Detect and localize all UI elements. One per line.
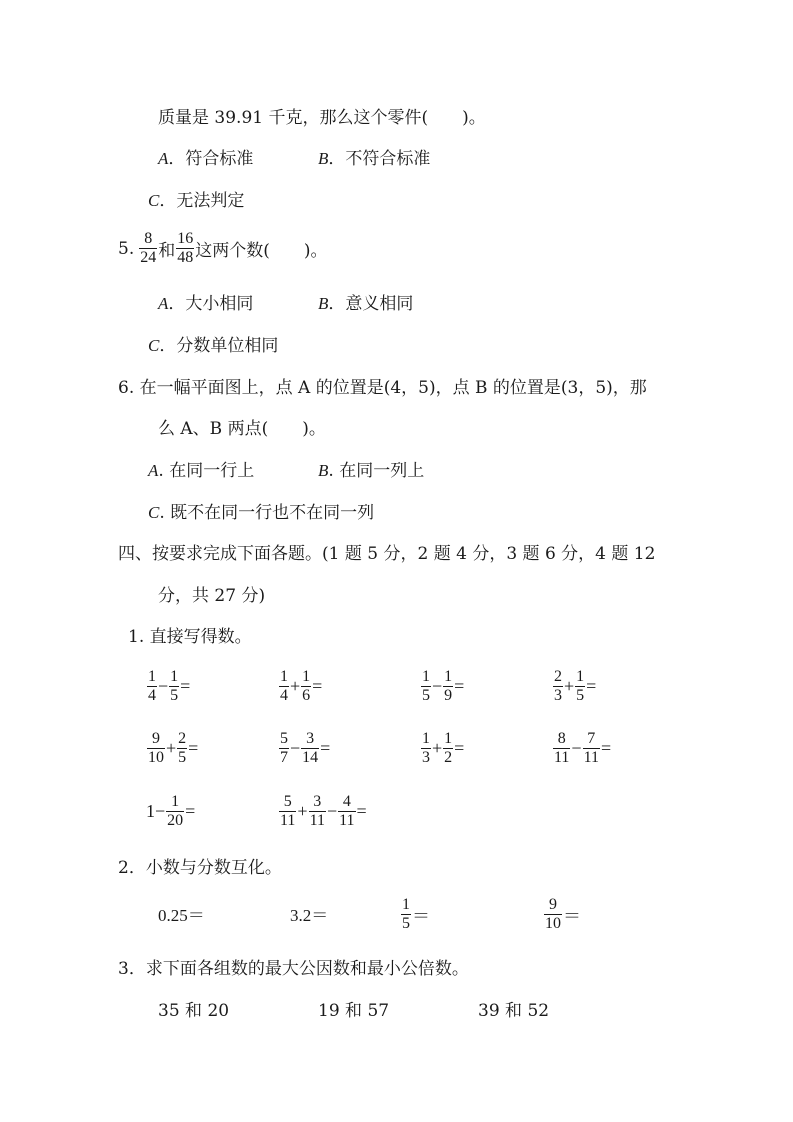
fraction: $\frac{1}{6}$ [302, 668, 311, 704]
operator: − [290, 738, 301, 758]
option-letter: A [158, 149, 169, 168]
q5-option-a [158, 293, 253, 315]
operator: + [432, 738, 443, 758]
expression-9 [146, 793, 195, 830]
equals-sign: = [312, 676, 323, 696]
fraction: $\frac{8}{11}$ [554, 730, 570, 766]
number-pair-3: 39 和 52 [478, 1001, 550, 1021]
fraction: $\frac{9}{10}$ [545, 896, 561, 932]
option-text: . 在同一行上 [158, 461, 255, 481]
fraction: $\frac{3}{11}$ [309, 793, 325, 829]
q5-option-c [148, 335, 278, 357]
equals-sign: = [454, 738, 465, 758]
q4-option-a [158, 148, 253, 170]
option-letter: A [148, 461, 159, 480]
operator: − [326, 801, 338, 821]
fraction: $\frac{4}{11}$ [339, 793, 355, 829]
fraction-item-2 [543, 896, 581, 933]
option-letter: B [318, 294, 329, 313]
expression-8 [552, 730, 611, 767]
fraction: $\frac{2}{3}$ [554, 668, 562, 704]
fraction: $\frac{1}{20}$ [167, 793, 184, 829]
operator: + [564, 676, 575, 696]
connector-text: 和 [158, 241, 176, 261]
fraction: $\frac{9}{10}$ [148, 730, 164, 766]
fraction: $\frac{7}{11}$ [583, 730, 599, 766]
equals-sign: = [320, 738, 331, 758]
q5-stem [118, 230, 328, 267]
option-letter: C [148, 191, 160, 210]
expression-4 [552, 668, 596, 705]
fraction: $\frac{3}{14}$ [302, 730, 319, 766]
equals-sign: = [356, 801, 367, 821]
expression-1 [146, 668, 190, 705]
part2-title: 2．小数与分数互化。 [118, 858, 282, 878]
expression-7 [420, 730, 464, 767]
option-letter: B [318, 149, 329, 168]
equals-sign: = [586, 676, 597, 696]
fraction: $\frac{5}{7}$ [280, 730, 288, 766]
operator: − [432, 676, 443, 696]
option-letter: C [148, 336, 160, 355]
fraction-item-1 [400, 896, 430, 933]
decimal-item-1: 0.25＝ [158, 906, 205, 925]
operator: + [166, 738, 177, 758]
fraction: $\frac{2}{5}$ [178, 730, 187, 766]
expression-10 [278, 793, 367, 830]
expression-5 [146, 730, 198, 767]
operator: − [571, 738, 582, 758]
expression-2 [278, 668, 322, 705]
part1-title: 1. 直接写得数。 [128, 627, 252, 647]
fraction: $\frac{16}{48}$ [177, 230, 194, 266]
q4-option-c [148, 190, 244, 212]
q6-option-a [148, 460, 254, 482]
option-text: ．无法判定 [159, 191, 245, 211]
fraction: $\frac{1}{2}$ [444, 730, 453, 766]
question-number: 5. [118, 238, 135, 259]
fraction: $\frac{1}{5}$ [402, 896, 410, 932]
section-heading-line2: 分，共 27 分) [158, 586, 266, 606]
number-pair-1: 35 和 20 [158, 1001, 230, 1021]
operator: − [155, 801, 166, 821]
equals-sign: = [188, 738, 199, 758]
fraction: $\frac{1}{5}$ [576, 668, 585, 704]
option-text: . 既不在同一行也不在同一列 [159, 503, 375, 523]
q6-option-c [148, 502, 374, 524]
option-text: . 在同一列上 [328, 461, 425, 481]
fraction: $\frac{1}{9}$ [444, 668, 453, 704]
fraction: $\frac{1}{5}$ [422, 668, 430, 704]
option-letter: A [158, 294, 169, 313]
equals-sign: ＝ [412, 905, 430, 926]
option-letter: C [148, 503, 160, 522]
equals-sign: = [180, 676, 191, 696]
equals-sign: = [600, 738, 612, 758]
option-text: ．不符合标准 [328, 149, 431, 169]
part3-title: 3．求下面各组数的最大公因数和最小公倍数。 [118, 959, 469, 979]
option-text: ．意义相同 [328, 294, 414, 314]
q4-option-b [318, 148, 430, 170]
equals-sign: = [454, 676, 465, 696]
equals-sign: ＝ [563, 905, 581, 926]
option-text: ．符合标准 [168, 149, 254, 169]
fraction: $\frac{5}{11}$ [280, 793, 296, 829]
equals-sign: = [185, 801, 196, 821]
whole-number: 1 [146, 801, 155, 821]
option-letter: B [318, 461, 329, 480]
fraction: $\frac{1}{3}$ [422, 730, 430, 766]
operator: + [297, 801, 308, 821]
stem-suffix: 这两个数( )。 [195, 241, 328, 261]
option-text: ．分数单位相同 [159, 336, 279, 356]
operator: − [158, 676, 169, 696]
q6-stem-line2: 么 A、B 两点( )。 [158, 419, 326, 439]
section-heading-line1: 四、按要求完成下面各题。(1 题 5 分，2 题 4 分，3 题 6 分，4 题 12 [118, 544, 656, 564]
fraction: $\frac{1}{4}$ [280, 668, 288, 704]
decimal-item-2: 3.2＝ [290, 906, 329, 925]
option-text: ．大小相同 [168, 294, 254, 314]
expression-6 [278, 730, 330, 767]
q4-stem-line: 质量是 39.91 千克，那么这个零件( )。 [158, 108, 486, 128]
q6-stem-line1: 6. 在一幅平面图上，点 A 的位置是(4，5)，点 B 的位置是(3，5)，那 [118, 378, 647, 398]
fraction: $\frac{8}{24}$ [140, 230, 157, 266]
fraction: $\frac{1}{5}$ [170, 668, 179, 704]
number-pair-2: 19 和 57 [318, 1001, 390, 1021]
q6-option-b [318, 460, 424, 482]
q5-option-b [318, 293, 413, 315]
expression-3 [420, 668, 464, 705]
operator: + [290, 676, 301, 696]
fraction: $\frac{1}{4}$ [148, 668, 156, 704]
